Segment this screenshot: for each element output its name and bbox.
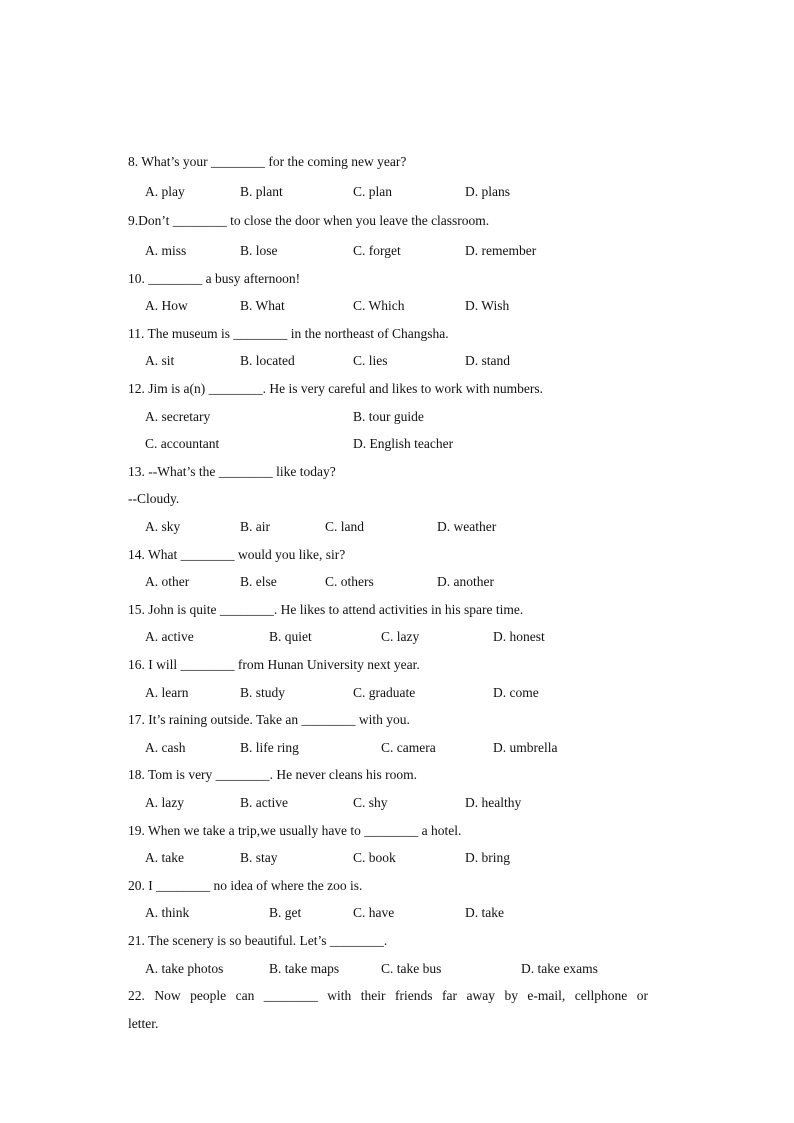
- question-12-option-a: A. secretary: [145, 409, 211, 424]
- question-20-option-b: B. get: [269, 905, 302, 920]
- question-13-reply: --Cloudy.: [128, 491, 180, 506]
- question-18-option-a: A. lazy: [145, 795, 184, 810]
- question-10-option-a: A. How: [145, 298, 188, 313]
- question-22-stem: [128, 987, 648, 1005]
- question-16-option-d: D. come: [493, 685, 539, 700]
- question-13-option-c: C. land: [325, 519, 364, 534]
- question-9-option-c: C. forget: [353, 243, 401, 258]
- question-20-option-c: C. have: [353, 905, 395, 920]
- question-19-option-b: B. stay: [240, 850, 278, 865]
- question-18-option-c: C. shy: [353, 795, 388, 810]
- question-12-option-b: B. tour guide: [353, 409, 424, 424]
- question-8-option-c: C. plan: [353, 184, 392, 199]
- question-10-option-c: C. Which: [353, 298, 405, 313]
- question-21-option-a: A. take photos: [145, 961, 224, 976]
- question-19-option-d: D. bring: [465, 850, 510, 865]
- question-14-option-c: C. others: [325, 574, 374, 589]
- question-21-option-d: D. take exams: [521, 961, 598, 976]
- question-11-option-b: B. located: [240, 353, 295, 368]
- question-12-option-c: C. accountant: [145, 436, 220, 451]
- question-17-option-b: B. life ring: [240, 740, 299, 755]
- question-13-option-a: A. sky: [145, 519, 181, 534]
- question-20-stem: 20. I ________ no idea of where the zoo is.: [128, 878, 363, 893]
- question-13-stem: 13. --What’s the ________ like today?: [128, 464, 336, 479]
- question-22-stem-line-2: letter.: [128, 1016, 159, 1031]
- question-11-option-d: D. stand: [465, 353, 510, 368]
- question-12-option-d: D. English teacher: [353, 436, 454, 451]
- question-18-stem: 18. Tom is very ________. He never cleans his room.: [128, 767, 418, 782]
- question-15-stem: 15. John is quite ________. He likes to attend activities in his spare time.: [128, 602, 524, 617]
- question-15-option-b: B. quiet: [269, 629, 312, 644]
- question-20-option-a: A. think: [145, 905, 190, 920]
- question-21-stem: 21. The scenery is so beautiful. Let’s ________.: [128, 933, 388, 948]
- question-14-option-a: A. other: [145, 574, 190, 589]
- question-11-option-c: C. lies: [353, 353, 388, 368]
- question-13-option-d: D. weather: [437, 519, 497, 534]
- question-12-stem: 12. Jim is a(n) ________. He is very careful and likes to work with numbers.: [128, 381, 544, 396]
- question-17-option-a: A. cash: [145, 740, 186, 755]
- question-17-stem: 17. It’s raining outside. Take an ________ with you.: [128, 712, 410, 727]
- question-16-stem: 16. I will ________ from Hunan University next year.: [128, 657, 420, 672]
- question-15-option-a: A. active: [145, 629, 194, 644]
- question-14-option-b: B. else: [240, 574, 277, 589]
- question-10-option-b: B. What: [240, 298, 285, 313]
- question-18-option-b: B. active: [240, 795, 288, 810]
- question-14-option-d: D. another: [437, 574, 494, 589]
- question-19-stem: 19. When we take a trip,we usually have to ________ a hotel.: [128, 823, 462, 838]
- question-14-stem: 14. What ________ would you like, sir?: [128, 547, 346, 562]
- question-19-option-a: A. take: [145, 850, 184, 865]
- question-16-option-b: B. study: [240, 685, 286, 700]
- question-8-option-d: D. plans: [465, 184, 510, 199]
- question-9-stem: 9.Don’t ________ to close the door when you leave the classroom.: [128, 213, 490, 228]
- question-15-option-d: D. honest: [493, 629, 545, 644]
- question-20-option-d: D. take: [465, 905, 504, 920]
- question-11-option-a: A. sit: [145, 353, 175, 368]
- question-11-stem: 11. The museum is ________ in the northeast of Changsha.: [128, 326, 449, 341]
- question-17-option-d: D. umbrella: [493, 740, 558, 755]
- question-21-option-b: B. take maps: [269, 961, 340, 976]
- question-10-stem: 10. ________ a busy afternoon!: [128, 271, 301, 286]
- question-17-option-c: C. camera: [381, 740, 436, 755]
- question-15-option-c: C. lazy: [381, 629, 420, 644]
- question-22-stem-line-1: 22. Now people can ________ with their friends far away by e-mail, cellphone or: [128, 988, 648, 1003]
- question-9-option-b: B. lose: [240, 243, 278, 258]
- question-19-option-c: C. book: [353, 850, 396, 865]
- question-16-option-a: A. learn: [145, 685, 189, 700]
- question-9-option-a: A. miss: [145, 243, 187, 258]
- question-21-option-c: C. take bus: [381, 961, 442, 976]
- question-8-option-a: A. play: [145, 184, 185, 199]
- question-16-option-c: C. graduate: [353, 685, 416, 700]
- question-8-option-b: B. plant: [240, 184, 283, 199]
- question-13-option-b: B. air: [240, 519, 270, 534]
- question-9-option-d: D. remember: [465, 243, 537, 258]
- question-8-stem: 8. What’s your ________ for the coming new year?: [128, 154, 407, 169]
- question-18-option-d: D. healthy: [465, 795, 522, 810]
- question-10-option-d: D. Wish: [465, 298, 510, 313]
